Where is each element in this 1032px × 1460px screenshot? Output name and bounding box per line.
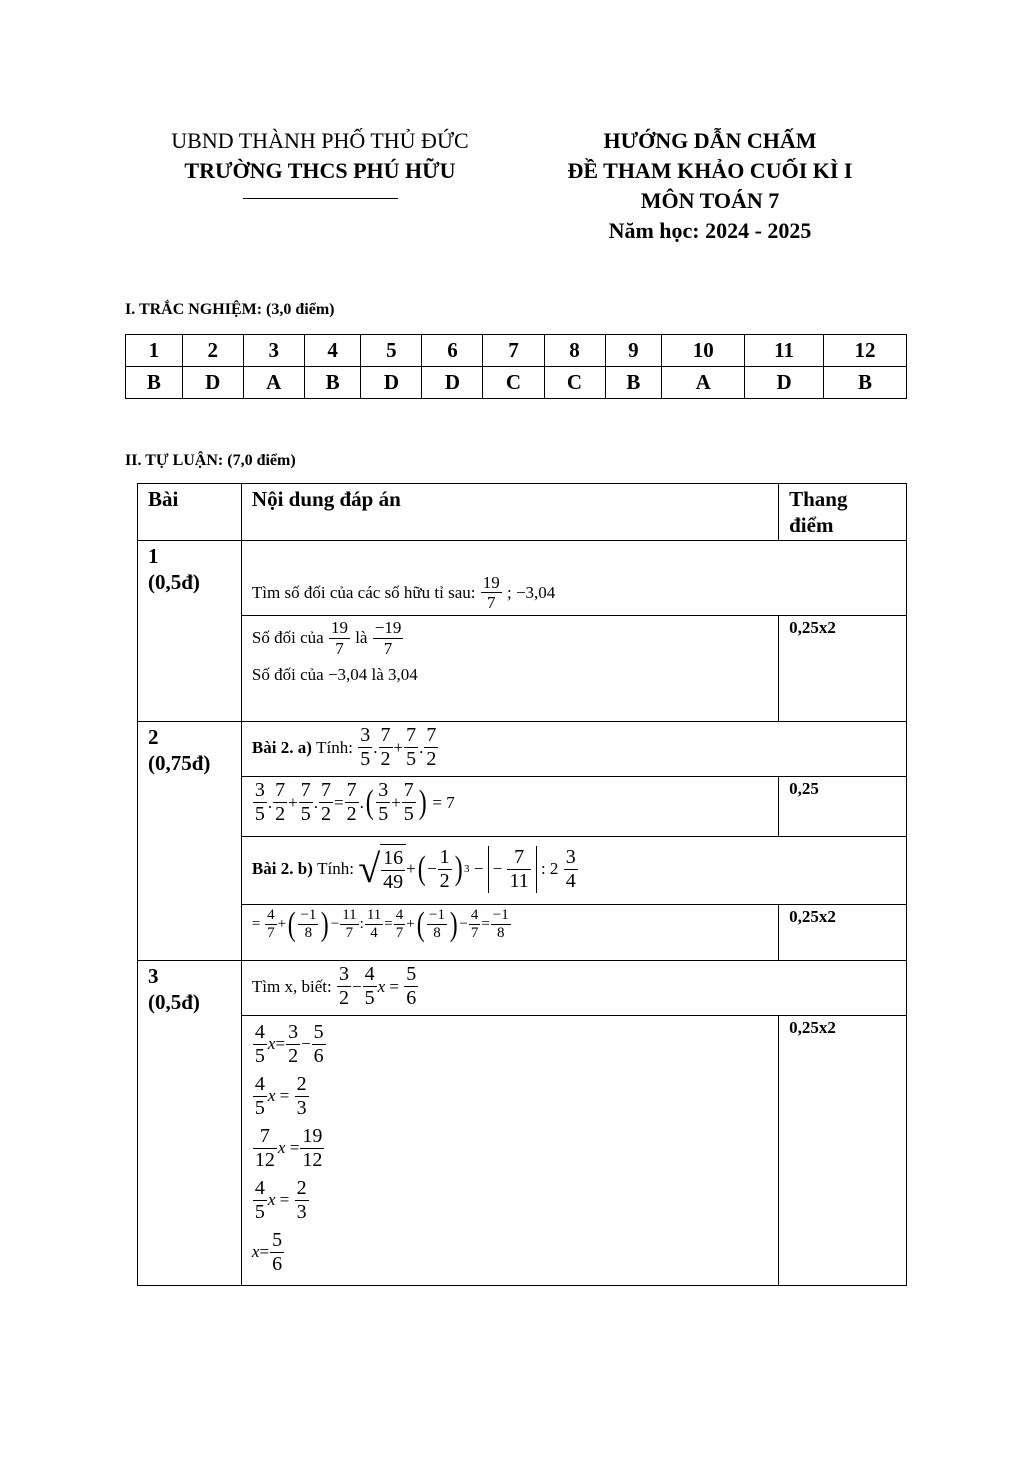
header-divider xyxy=(243,198,398,199)
question-number: 2 xyxy=(182,335,243,367)
answer-choice: C xyxy=(544,367,605,399)
answer-choice: B xyxy=(605,367,662,399)
question-number: 4 xyxy=(304,335,361,367)
answer-choice: A xyxy=(243,367,304,399)
essay-table xyxy=(137,483,907,1286)
bai3-answer: $\frac{4}{5}$ x = $\frac{3}{2}$ − $\frac{5}{6}$ $\frac{4}{5}$ x = $\frac{2}{3}$ $\frac{7}{12}$ x = $\frac{19}{12}$ $\frac{4}{5}$ x = $\frac{2}{3}$ x = $\frac{5}{6}$ xyxy=(241,1016,778,1286)
answer-choice: D xyxy=(745,367,824,399)
bai3-score: 0,25x2 xyxy=(779,1016,907,1286)
question-number: 8 xyxy=(544,335,605,367)
bai1-score: 0,25x2 xyxy=(779,616,907,722)
answer-choice: D xyxy=(422,367,483,399)
question-number: 6 xyxy=(422,335,483,367)
answer-choice: B xyxy=(304,367,361,399)
question-number: 5 xyxy=(361,335,422,367)
school-name: TRƯỜNG THCS PHÚ HỮU xyxy=(184,158,456,183)
subject: MÔN TOÁN 7 xyxy=(640,188,780,213)
bai3-label: 3 (0,5đ) xyxy=(138,961,242,1286)
question-number: 11 xyxy=(745,335,824,367)
header-score: Thang điểm xyxy=(779,484,907,541)
answer-choice: B xyxy=(126,367,183,399)
bai3-question: Tìm x, biết: $\frac{3}{2}$ − $\frac{4}{5}$ x = $\frac{5}{6}$ xyxy=(241,961,906,1016)
bai2b-question: Bài 2. b) Tính: √ $\frac{16}{49}$ + ( − $\frac{1}{2}$ ) 3 − − $\frac{7}{11}$ : 2 $\frac{3}{4}$ xyxy=(241,837,906,905)
bai2a-answer: $\frac{3}{5}$ . $\frac{7}{2}$ + $\frac{7}{5}$ . $\frac{7}{2}$ = $\frac{7}{2}$ . ( $\frac{3}{5}$ + $\frac{7}{5}$ ) = 7 xyxy=(241,777,778,837)
question-number: 10 xyxy=(662,335,745,367)
bai2b-answer: = $\frac{4}{7}$ + ( $\frac{-1}{8}$ ) − $\frac{11}{7}$ : $\frac{11}{4}$ = $\frac{4}{7}$ + ( $\frac{-1}{8}$ ) − $\frac{4}{7}$ = $\frac{-1}{8}$ xyxy=(241,905,778,961)
header-right xyxy=(540,126,880,246)
answer-choice: D xyxy=(182,367,243,399)
question-number: 7 xyxy=(483,335,544,367)
exam-title: ĐỀ THAM KHẢO CUỐI KÌ I xyxy=(567,158,853,183)
section1-title: I. TRẮC NGHIỆM: (3,0 điểm) xyxy=(125,301,335,318)
bai2b-score: 0,25x2 xyxy=(779,905,907,961)
bai1-question: Tìm số đối của các số hữu tỉ sau: $\frac{19}{7}$ ; −3,04 xyxy=(241,541,906,616)
district-name: UBND THÀNH PHỐ THỦ ĐỨC xyxy=(171,128,469,153)
school-year: Năm học: 2024 - 2025 xyxy=(608,218,812,243)
question-number: 3 xyxy=(243,335,304,367)
bai2a-score: 0,25 xyxy=(779,777,907,837)
header-bai: Bài xyxy=(138,484,242,541)
bai2-label: 2 (0,75đ) xyxy=(138,722,242,961)
question-number: 1 xyxy=(126,335,183,367)
multiple-choice-table xyxy=(125,334,907,399)
section2-title: II. TỰ LUẬN: (7,0 điểm) xyxy=(125,452,296,469)
bai1-answer: Số đối của $\frac{19}{7}$ là $\frac{-19}{7}$ Số đối của −3,04 là 3,04 xyxy=(241,616,778,722)
answer-choice: A xyxy=(662,367,745,399)
bai2a-question: Bài 2. a) Tính: $\frac{3}{5}$ . $\frac{7}{2}$ + $\frac{7}{5}$ . $\frac{7}{2}$ xyxy=(241,722,906,777)
question-number: 12 xyxy=(823,335,906,367)
header-content: Nội dung đáp án xyxy=(241,484,778,541)
answer-choice: D xyxy=(361,367,422,399)
answer-choice: C xyxy=(483,367,544,399)
doc-title: HƯỚNG DẪN CHẤM xyxy=(603,128,817,153)
question-number: 9 xyxy=(605,335,662,367)
bai1-label: 1 (0,5đ) xyxy=(138,541,242,722)
header-left xyxy=(120,126,520,199)
answer-choice: B xyxy=(823,367,906,399)
